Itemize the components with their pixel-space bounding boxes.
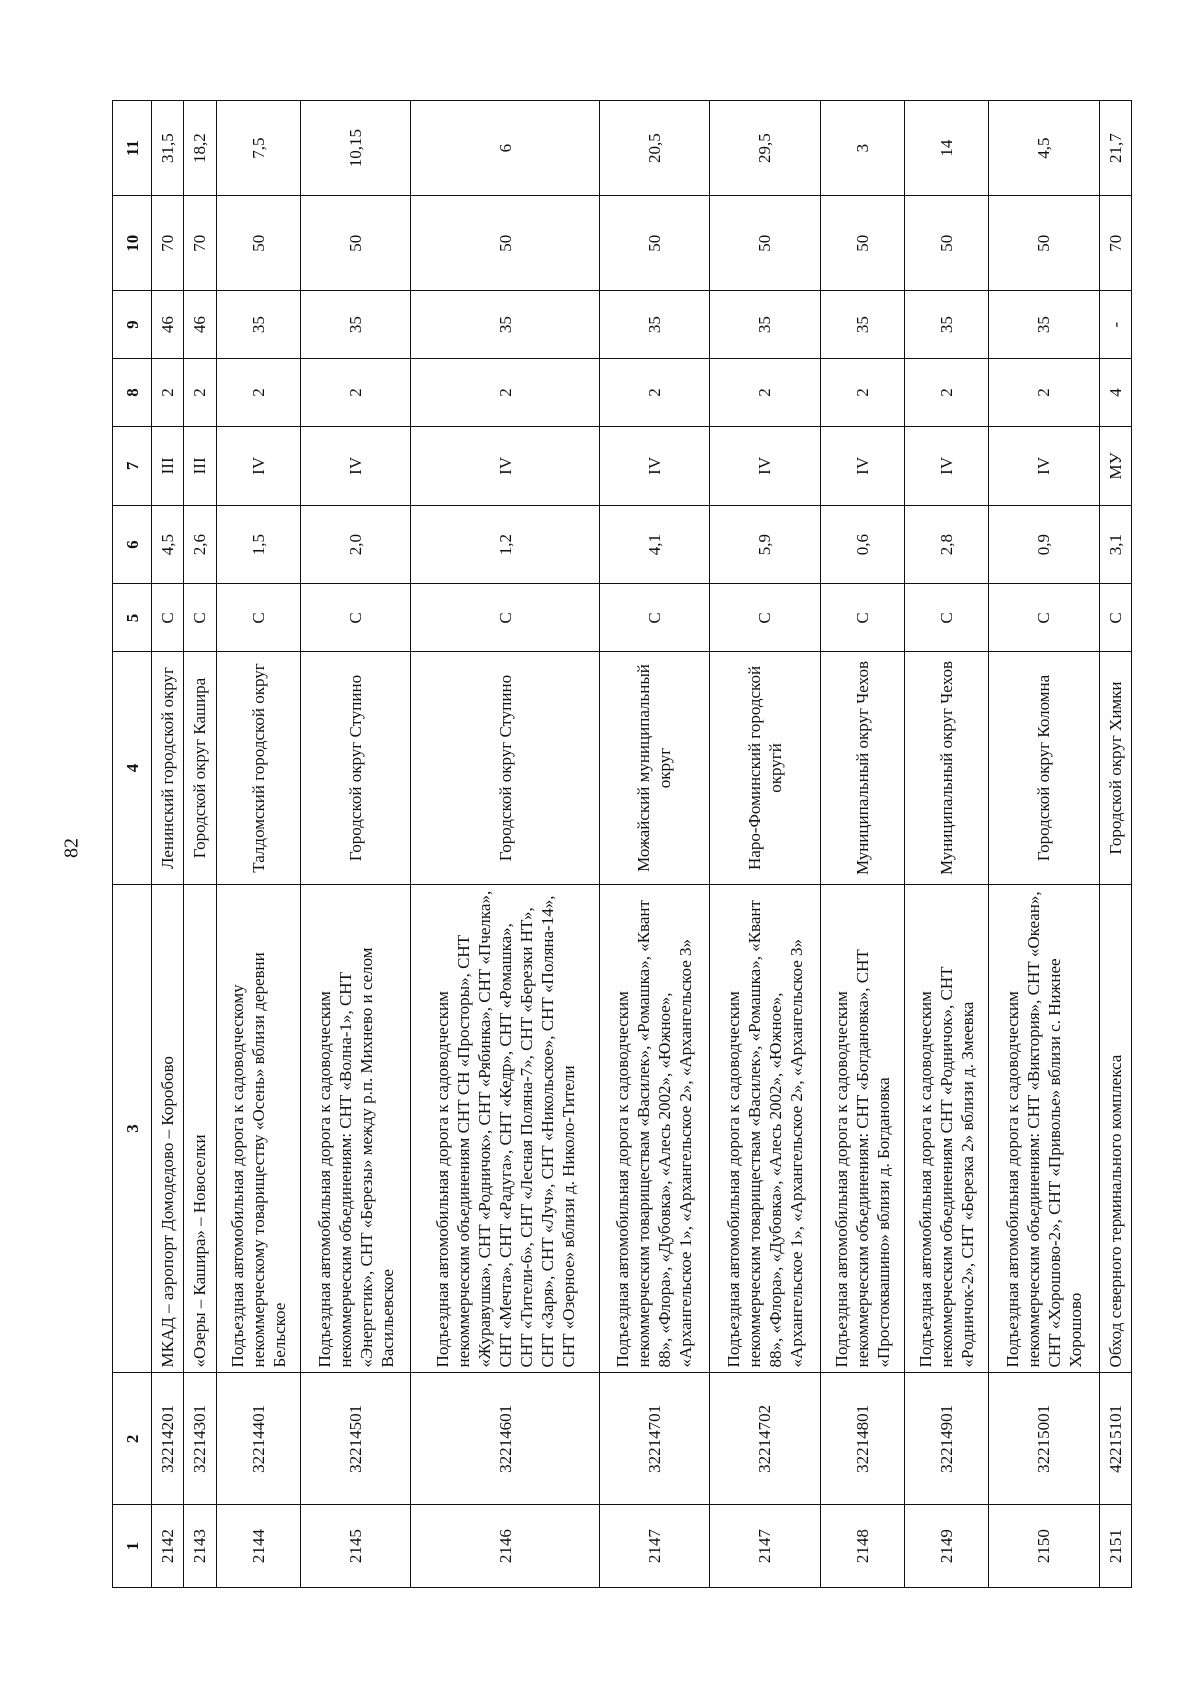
header-col-9: 9	[113, 291, 152, 359]
cell-length: 1,2	[411, 505, 600, 584]
cell-number: 2142	[152, 1505, 184, 1588]
cell-col-5: С	[820, 584, 904, 652]
cell-district: Ленинский городской округ	[152, 652, 184, 884]
cell-length: 3,1	[1099, 505, 1131, 584]
cell-col-9: 35	[989, 291, 1099, 359]
cell-lanes: 2	[599, 359, 709, 427]
cell-col-5: С	[152, 584, 184, 652]
cell-road-id: 42215101	[1099, 1373, 1131, 1505]
header-col-7: 7	[113, 426, 152, 505]
cell-col-10: 50	[904, 196, 988, 291]
cell-col-9: 35	[904, 291, 988, 359]
table-row	[411, 101, 600, 1588]
cell-road-id: 32214201	[152, 1373, 184, 1505]
cell-category: III	[184, 426, 216, 505]
cell-district: Городской округ Химки	[1099, 652, 1131, 884]
header-col-3: 3	[113, 884, 152, 1373]
cell-category: IV	[216, 426, 300, 505]
cell-road-name: МКАД – аэропорт Домодедово – Коробово	[152, 884, 184, 1373]
table-header	[113, 101, 152, 1588]
table-row	[216, 101, 300, 1588]
cell-number: 2143	[184, 1505, 216, 1588]
cell-road-name: Подъездная автомобильная дорога к садоводческим некоммерческим товариществам «Василек», «Ромашка», «Квант 88», «Флора», «Дубовка», «Алесь 2002», «Южное», «Архангельское 1», «Архангельское 2», «Архангельское 3»	[599, 884, 709, 1373]
cell-road-name: Подъездная автомобильная дорога к садоводческим некоммерческим объединениям: СНТ «Виктория», СНТ «Океан», СНТ «Хорошово-2», СНТ «Приволье» вблизи с. Нижнее Хорошово	[989, 884, 1099, 1373]
cell-number: 2149	[904, 1505, 988, 1588]
cell-col-5: С	[411, 584, 600, 652]
cell-road-id: 32214601	[411, 1373, 600, 1505]
cell-road-name: Обход северного терминального комплекса	[1099, 884, 1131, 1373]
cell-length: 5,9	[710, 505, 820, 584]
cell-number: 2150	[989, 1505, 1099, 1588]
cell-col-5: С	[710, 584, 820, 652]
cell-col-11: 7,5	[216, 101, 300, 196]
cell-col-5: С	[216, 584, 300, 652]
cell-col-10: 50	[989, 196, 1099, 291]
cell-category: IV	[989, 426, 1099, 505]
cell-length: 2,8	[904, 505, 988, 584]
cell-lanes: 2	[411, 359, 600, 427]
cell-road-name: Подъездная автомобильная дорога к садоводческим некоммерческим объединениям СНТ «Родничок», СНТ «Родничок-2», СНТ «Березка 2» вблизи д. Змеевка	[904, 884, 988, 1373]
cell-road-name: Подъездная автомобильная дорога к садоводческим некоммерческим объединениям: СНТ «Волна-1», СНТ «Энергетик», СНТ «Березы» между р.п. Михнево и селом Васильевское	[300, 884, 410, 1373]
cell-lanes: 2	[216, 359, 300, 427]
cell-road-name: Подъездная автомобильная дорога к садоводческому некоммерческому товариществу «Осень» вблизи деревни Бельское	[216, 884, 300, 1373]
cell-col-9: 35	[300, 291, 410, 359]
header-col-5: 5	[113, 584, 152, 652]
cell-district: Городской округ Ступино	[411, 652, 600, 884]
cell-length: 2,6	[184, 505, 216, 584]
cell-col-9: 35	[820, 291, 904, 359]
cell-district: Городской округ Ступино	[300, 652, 410, 884]
cell-length: 1,5	[216, 505, 300, 584]
cell-lanes: 2	[820, 359, 904, 427]
cell-number: 2145	[300, 1505, 410, 1588]
cell-col-10: 70	[184, 196, 216, 291]
cell-lanes: 2	[904, 359, 988, 427]
cell-road-id: 32214901	[904, 1373, 988, 1505]
cell-col-11: 20,5	[599, 101, 709, 196]
cell-col-9: 46	[184, 291, 216, 359]
cell-length: 0,9	[989, 505, 1099, 584]
header-col-10: 10	[113, 196, 152, 291]
cell-col-9: 46	[152, 291, 184, 359]
cell-number: 2147	[599, 1505, 709, 1588]
cell-col-11: 6	[411, 101, 600, 196]
cell-road-name: «Озеры – Кашира» – Новоселки	[184, 884, 216, 1373]
cell-lanes: 2	[989, 359, 1099, 427]
cell-road-name: Подъездная автомобильная дорога к садоводческим некоммерческим товариществам «Василек», «Ромашка», «Квант 88», «Флора», «Дубовка», «Алесь 2002», «Южное», «Архангельское 1», «Архангельское 2», «Архангельское 3»	[710, 884, 820, 1373]
cell-col-10: 70	[1099, 196, 1131, 291]
header-col-11: 11	[113, 101, 152, 196]
cell-category: IV	[904, 426, 988, 505]
cell-road-id: 32214401	[216, 1373, 300, 1505]
cell-number: 2146	[411, 1505, 600, 1588]
table-row	[904, 101, 988, 1588]
cell-col-10: 50	[300, 196, 410, 291]
header-col-1: 1	[113, 1505, 152, 1588]
cell-col-5: С	[904, 584, 988, 652]
cell-road-id: 32214501	[300, 1373, 410, 1505]
cell-length: 4,5	[152, 505, 184, 584]
cell-category: IV	[599, 426, 709, 505]
header-col-4: 4	[113, 652, 152, 884]
page-number: 82	[60, 838, 83, 858]
cell-district: Городской округ Коломна	[989, 652, 1099, 884]
cell-col-11: 29,5	[710, 101, 820, 196]
cell-district: Наро-Фоминский городской округй	[710, 652, 820, 884]
cell-number: 2147	[710, 1505, 820, 1588]
cell-category: IV	[820, 426, 904, 505]
cell-lanes: 4	[1099, 359, 1131, 427]
cell-col-11: 14	[904, 101, 988, 196]
cell-col-5: С	[989, 584, 1099, 652]
header-col-2: 2	[113, 1373, 152, 1505]
cell-col-11: 4,5	[989, 101, 1099, 196]
header-row	[113, 101, 152, 1588]
cell-category: IV	[710, 426, 820, 505]
cell-col-10: 70	[152, 196, 184, 291]
cell-district: Муниципальный округ Чехов	[820, 652, 904, 884]
cell-col-5: С	[1099, 584, 1131, 652]
cell-category: III	[152, 426, 184, 505]
table-row	[710, 101, 820, 1588]
table-row	[152, 101, 184, 1588]
cell-category: IV	[300, 426, 410, 505]
cell-col-11: 21,7	[1099, 101, 1131, 196]
cell-col-9: 35	[411, 291, 600, 359]
cell-number: 2151	[1099, 1505, 1131, 1588]
cell-district: Можайский муниципальный округ	[599, 652, 709, 884]
table-row	[184, 101, 216, 1588]
cell-road-name: Подъездная автомобильная дорога к садоводческим некоммерческим объединениям: СНТ «Богдановка», СНТ «Простоквашино» вблизи д. Богдановка	[820, 884, 904, 1373]
cell-road-id: 32214702	[710, 1373, 820, 1505]
cell-district: Муниципальный округ Чехов	[904, 652, 988, 884]
cell-col-5: С	[184, 584, 216, 652]
cell-category: МУ	[1099, 426, 1131, 505]
cell-col-11: 3	[820, 101, 904, 196]
cell-road-name: Подъездная автомобильная дорога к садоводческим некоммерческим объединениям СНТ СН «Просторы», СНТ «Журавушка», СНТ «Родничок», СНТ «Рябинка», СНТ «Пчелка», СНТ «Мечта», СНТ «Радуга», СНТ «Кедр», СНТ «Ромашка», СНТ «Тители-6», СНТ «Лесная Поляна-7», СНТ «Березки НТ», СНТ «Заря», СНТ «Луч», СНТ «Никольское», СНТ «Поляна-14», СНТ «Озерное» вблизи д. Николо-Тители	[411, 884, 600, 1373]
cell-category: IV	[411, 426, 600, 505]
cell-col-9: 35	[710, 291, 820, 359]
table-row	[989, 101, 1099, 1588]
cell-length: 4,1	[599, 505, 709, 584]
cell-district: Талдомский городской округ	[216, 652, 300, 884]
cell-col-5: С	[300, 584, 410, 652]
cell-col-9: 35	[599, 291, 709, 359]
cell-lanes: 2	[710, 359, 820, 427]
cell-road-id: 32214701	[599, 1373, 709, 1505]
cell-col-10: 50	[411, 196, 600, 291]
cell-lanes: 2	[184, 359, 216, 427]
cell-col-11: 10,15	[300, 101, 410, 196]
cell-length: 0,6	[820, 505, 904, 584]
header-col-8: 8	[113, 359, 152, 427]
cell-road-id: 32215001	[989, 1373, 1099, 1505]
rotated-table-container	[112, 100, 1132, 1588]
cell-col-9: -	[1099, 291, 1131, 359]
cell-lanes: 2	[300, 359, 410, 427]
table-body	[152, 101, 1132, 1588]
cell-number: 2144	[216, 1505, 300, 1588]
cell-road-id: 32214301	[184, 1373, 216, 1505]
cell-number: 2148	[820, 1505, 904, 1588]
table-row	[1099, 101, 1131, 1588]
header-col-6: 6	[113, 505, 152, 584]
cell-col-10: 50	[820, 196, 904, 291]
cell-lanes: 2	[152, 359, 184, 427]
cell-road-id: 32214801	[820, 1373, 904, 1505]
cell-col-10: 50	[216, 196, 300, 291]
road-register-table	[112, 100, 1132, 1588]
cell-col-11: 18,2	[184, 101, 216, 196]
cell-col-11: 31,5	[152, 101, 184, 196]
cell-col-10: 50	[599, 196, 709, 291]
cell-col-10: 50	[710, 196, 820, 291]
cell-district: Городской округ Кашира	[184, 652, 216, 884]
cell-col-5: С	[599, 584, 709, 652]
cell-col-9: 35	[216, 291, 300, 359]
cell-length: 2,0	[300, 505, 410, 584]
table-row	[300, 101, 410, 1588]
table-row	[599, 101, 709, 1588]
table-row	[820, 101, 904, 1588]
